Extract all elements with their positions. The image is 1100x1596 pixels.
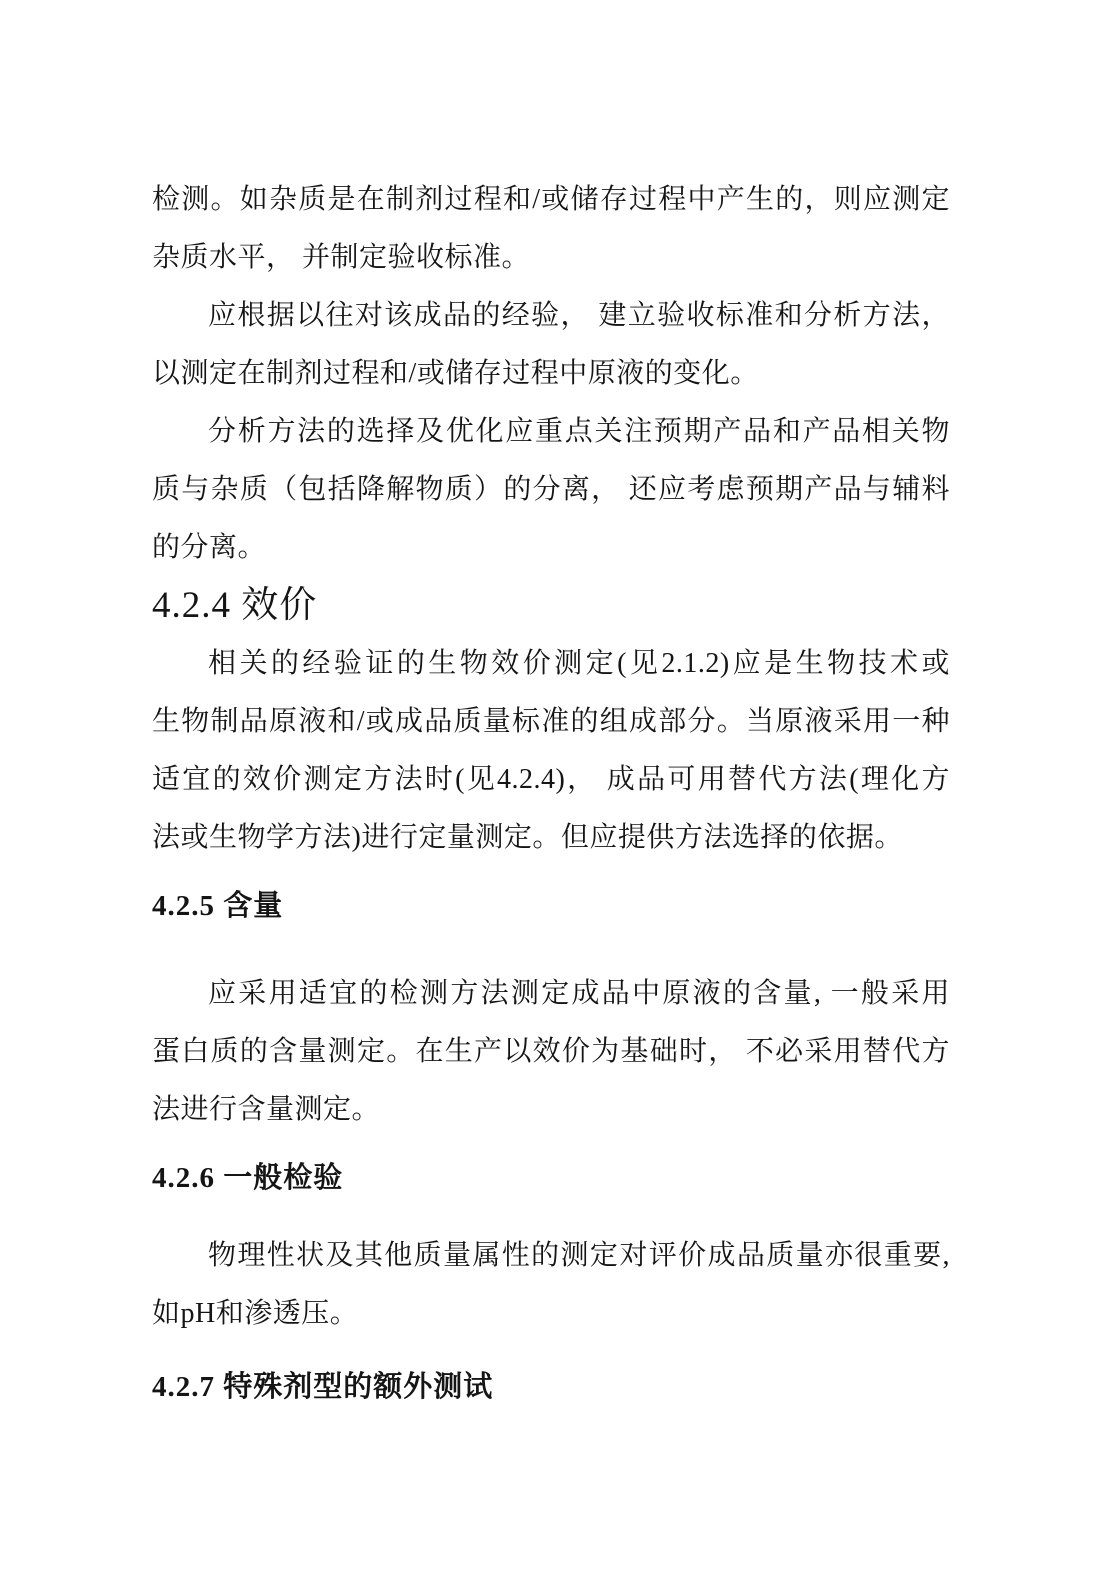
text-line: 检测。如杂质是在制剂过程和/或储存过程中产生的，则应测定 [152,184,950,215]
text-line: 应采用适宜的检测方法测定成品中原液的含量, 一般采用 [208,978,950,1009]
text-line: 分析方法的选择及优化应重点关注预期产品和产品相关物 [208,416,950,447]
text-line: 法进行含量测定。 [152,1094,381,1125]
text-line: 生物制品原液和/或成品质量标准的组成部分。当原液采用一种 [152,706,950,737]
text-line: 如pH和渗透压。 [152,1298,359,1329]
text-line: 的分离。 [152,532,267,563]
text-line: 适宜的效价测定方法时(见4.2.4)， 成品可用替代方法(理化方 [152,764,950,795]
heading-4-2-6: 4.2.6 一般检验 [152,1162,344,1194]
heading-4-2-4: 4.2.4 效价 [152,585,318,626]
text-line: 蛋白质的含量测定。在生产以效价为基础时， 不必采用替代方 [152,1036,950,1067]
heading-4-2-5: 4.2.5 含量 [152,890,284,922]
text-line: 法或生物学方法)进行定量测定。但应提供方法选择的依据。 [152,822,903,853]
text-line: 质与杂质（包括降解物质）的分离， 还应考虑预期产品与辅料 [152,474,950,505]
text-line: 以测定在制剂过程和/或储存过程中原液的变化。 [152,358,759,389]
text-line: 应根据以往对该成品的经验， 建立验收标准和分析方法， [208,300,950,331]
text-line: 物理性状及其他质量属性的测定对评价成品质量亦很重要, [208,1240,950,1271]
text-line: 杂质水平， 并制定验收标准。 [152,242,531,273]
text-line: 相关的经验证的生物效价测定(见2.1.2)应是生物技术或 [208,648,950,679]
heading-4-2-7: 4.2.7 特殊剂型的额外测试 [152,1371,494,1403]
